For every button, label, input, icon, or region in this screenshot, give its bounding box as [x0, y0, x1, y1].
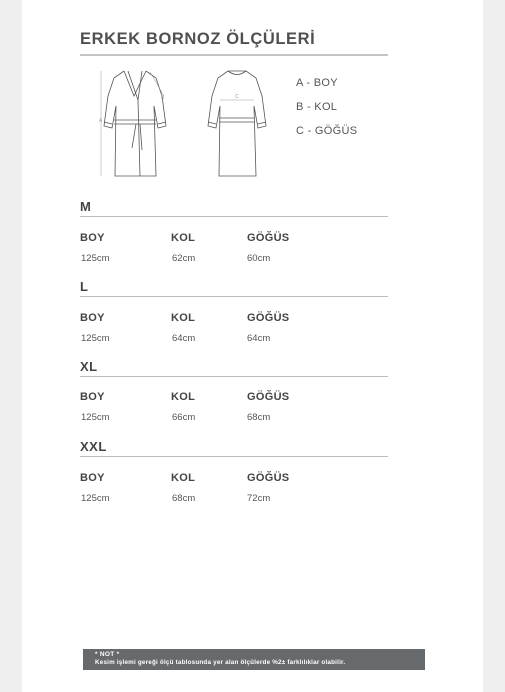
column-kol: KOL: [171, 232, 196, 244]
column-kol: KOL: [171, 312, 196, 324]
size-chart-sheet: [22, 0, 483, 692]
column-kol: KOL: [171, 472, 196, 484]
robe-back-illustration: [200, 66, 272, 182]
value-gogus: 64cm: [247, 333, 271, 344]
label-a: A: [99, 118, 103, 124]
robe-front-illustration: [98, 66, 170, 182]
section-divider: [80, 216, 388, 217]
legend-boy: A - BOY: [296, 77, 338, 89]
size-heading-m: M: [80, 199, 92, 214]
column-boy: BOY: [80, 472, 105, 484]
value-boy: 125cm: [81, 253, 110, 264]
label-c: C: [235, 94, 239, 100]
size-heading-l: L: [80, 279, 89, 294]
column-gogus: GÖĞÜS: [247, 232, 290, 244]
column-gogus: GÖĞÜS: [247, 391, 290, 403]
value-gogus: 68cm: [247, 412, 271, 423]
value-kol: 64cm: [172, 333, 196, 344]
note-banner: [83, 649, 425, 670]
column-boy: BOY: [80, 232, 105, 244]
column-gogus: GÖĞÜS: [247, 312, 290, 324]
value-gogus: 60cm: [247, 253, 271, 264]
column-boy: BOY: [80, 391, 105, 403]
size-heading-xl: XL: [80, 359, 98, 374]
section-divider: [80, 456, 388, 457]
title-divider: [80, 54, 388, 56]
note-title: * NOT *: [95, 651, 120, 658]
column-gogus: GÖĞÜS: [247, 472, 290, 484]
value-boy: 125cm: [81, 412, 110, 423]
section-divider: [80, 376, 388, 377]
value-kol: 66cm: [172, 412, 196, 423]
page-title: ERKEK BORNOZ ÖLÇÜLERİ: [80, 30, 316, 48]
column-kol: KOL: [171, 391, 196, 403]
value-kol: 62cm: [172, 253, 196, 264]
value-boy: 125cm: [81, 493, 110, 504]
size-heading-xxl: XXL: [80, 439, 107, 454]
legend-gogus: C - GÖĞÜS: [296, 125, 358, 137]
value-kol: 68cm: [172, 493, 196, 504]
section-divider: [80, 296, 388, 297]
note-text: Kesim işlemi gereği ölçü tablosunda yer alan ölçülerde %2± farklılıklar olabilir.: [95, 659, 346, 666]
label-b: B: [161, 95, 165, 101]
value-gogus: 72cm: [247, 493, 271, 504]
legend-kol: B - KOL: [296, 101, 338, 113]
value-boy: 125cm: [81, 333, 110, 344]
column-boy: BOY: [80, 312, 105, 324]
